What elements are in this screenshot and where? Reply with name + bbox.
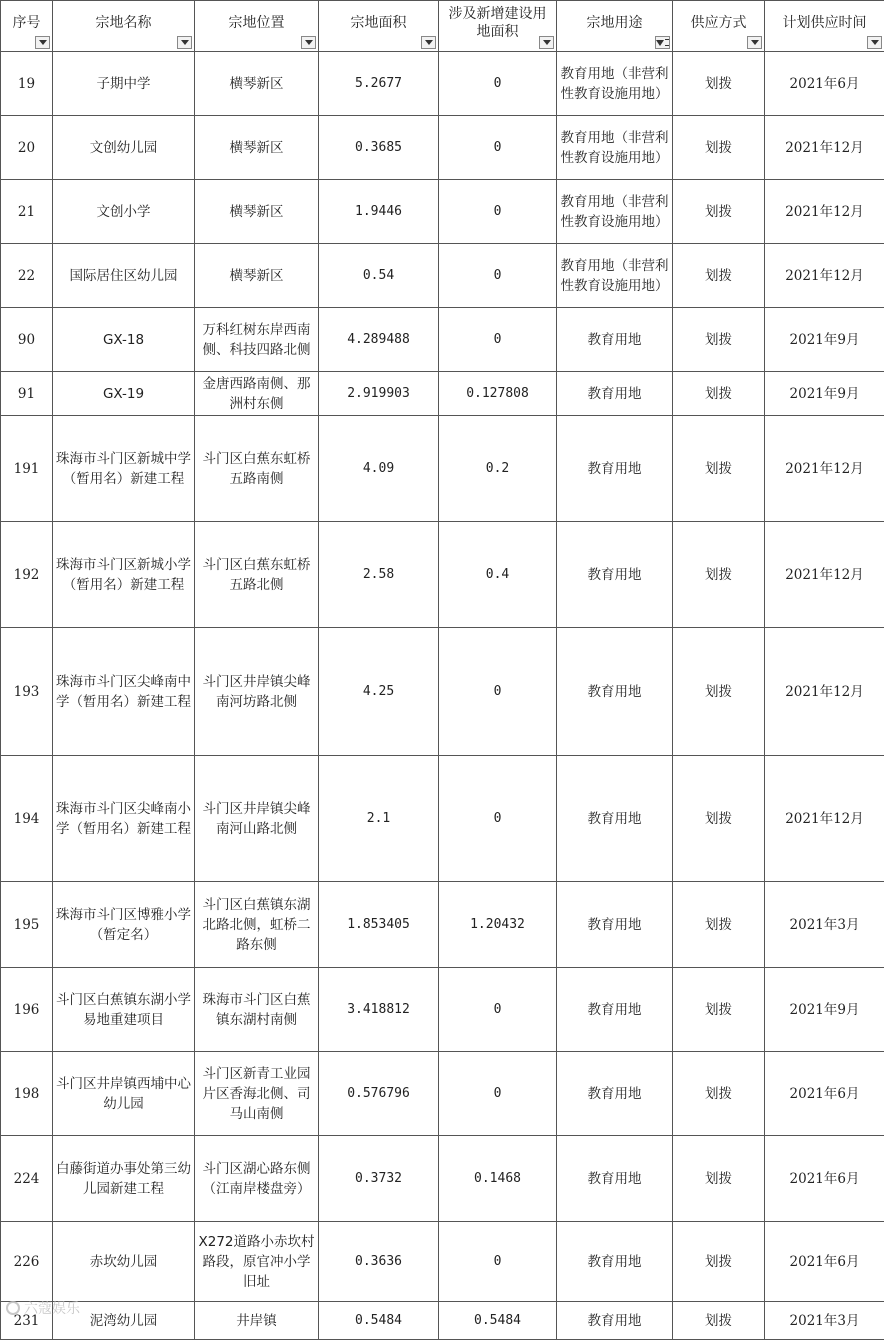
cell-method: 划拨 [673,1136,765,1222]
cell-new-area: 0 [439,180,557,244]
cell-method: 划拨 [673,416,765,522]
filter-dropdown-icon[interactable] [539,36,554,49]
header-label: 宗地名称 [96,15,152,31]
cell-use: 教育用地 [557,756,673,882]
cell-area: 3.418812 [319,968,439,1052]
cell-area: 0.3732 [319,1136,439,1222]
cell-name: 赤坎幼儿园 [53,1222,195,1302]
cell-method: 划拨 [673,628,765,756]
cell-new-area: 0 [439,756,557,882]
cell-use: 教育用地 [557,882,673,968]
cell-area: 5.2677 [319,52,439,116]
cell-time: 2021年6月 [765,1052,884,1136]
cell-time: 2021年9月 [765,968,884,1052]
cell-name: 珠海市斗门区尖峰南小学（暂用名）新建工程 [53,756,195,882]
cell-no: 21 [1,180,53,244]
table-row [1,180,884,244]
cell-no: 196 [1,968,53,1052]
cell-method: 划拨 [673,1222,765,1302]
cell-name: 珠海市斗门区新城中学（暂用名）新建工程 [53,416,195,522]
cell-no: 90 [1,308,53,372]
cell-new-area: 0.1468 [439,1136,557,1222]
cell-no: 195 [1,882,53,968]
cell-method: 划拨 [673,180,765,244]
cell-no: 192 [1,522,53,628]
cell-new-area: 0 [439,628,557,756]
cell-method: 划拨 [673,1302,765,1340]
cell-no: 198 [1,1052,53,1136]
cell-method: 划拨 [673,308,765,372]
cell-no: 193 [1,628,53,756]
cell-name: 珠海市斗门区博雅小学（暂定名） [53,882,195,968]
cell-time: 2021年6月 [765,1136,884,1222]
filter-dropdown-icon[interactable] [35,36,50,49]
cell-method: 划拨 [673,372,765,416]
cell-location: 横琴新区 [195,52,319,116]
cell-location: 斗门区白蕉东虹桥五路北侧 [195,522,319,628]
header-new-area [439,1,557,52]
cell-method: 划拨 [673,1052,765,1136]
cell-no: 19 [1,52,53,116]
cell-area: 1.853405 [319,882,439,968]
header-label: 宗地位置 [229,15,285,31]
cell-time: 2021年9月 [765,372,884,416]
table-row [1,372,884,416]
cell-new-area: 0 [439,52,557,116]
cell-area: 4.09 [319,416,439,522]
cell-new-area: 0 [439,1052,557,1136]
cell-use: 教育用地 [557,1136,673,1222]
cell-use: 教育用地 [557,968,673,1052]
cell-time: 2021年12月 [765,756,884,882]
cell-method: 划拨 [673,52,765,116]
cell-area: 2.919903 [319,372,439,416]
table-row [1,968,884,1052]
filter-dropdown-icon[interactable] [747,36,762,49]
cell-name: GX-18 [53,308,195,372]
cell-area: 4.25 [319,628,439,756]
cell-no: 224 [1,1136,53,1222]
table-row [1,1136,884,1222]
table-row [1,244,884,308]
cell-method: 划拨 [673,968,765,1052]
header-time [765,1,884,52]
cell-time: 2021年9月 [765,308,884,372]
cell-time: 2021年6月 [765,1222,884,1302]
cell-location: X272道路小赤坎村路段，原官冲小学旧址 [195,1222,319,1302]
cell-use: 教育用地（非营利性教育设施用地） [557,52,673,116]
cell-method: 划拨 [673,756,765,882]
cell-location: 斗门区井岸镇尖峰南河坊路北侧 [195,628,319,756]
cell-time: 2021年3月 [765,1302,884,1340]
cell-name: 文创幼儿园 [53,116,195,180]
cell-location: 斗门区湖心路东侧（江南岸楼盘旁） [195,1136,319,1222]
cell-method: 划拨 [673,116,765,180]
header-no [1,1,53,52]
cell-use: 教育用地 [557,372,673,416]
table-row [1,1222,884,1302]
header-label: 序号 [13,15,41,31]
cell-location: 金唐西路南侧、那洲村东侧 [195,372,319,416]
cell-no: 20 [1,116,53,180]
cell-location: 横琴新区 [195,180,319,244]
cell-name: 白藤街道办事处第三幼儿园新建工程 [53,1136,195,1222]
cell-name: 珠海市斗门区尖峰南中学（暂用名）新建工程 [53,628,195,756]
cell-location: 横琴新区 [195,244,319,308]
header-method [673,1,765,52]
cell-name: 国际居住区幼儿园 [53,244,195,308]
table-row [1,416,884,522]
cell-name: 珠海市斗门区新城小学（暂用名）新建工程 [53,522,195,628]
cell-use: 教育用地 [557,1302,673,1340]
cell-area: 0.3636 [319,1222,439,1302]
table-row [1,628,884,756]
cell-name: 文创小学 [53,180,195,244]
cell-use: 教育用地（非营利性教育设施用地） [557,180,673,244]
table-row [1,756,884,882]
table-body [1,52,884,1340]
cell-time: 2021年3月 [765,882,884,968]
cell-name: 子期中学 [53,52,195,116]
table-row [1,52,884,116]
cell-no: 194 [1,756,53,882]
cell-new-area: 1.20432 [439,882,557,968]
cell-area: 0.3685 [319,116,439,180]
cell-name: 斗门区白蕉镇东湖小学易地重建项目 [53,968,195,1052]
cell-use: 教育用地 [557,628,673,756]
cell-use: 教育用地 [557,1052,673,1136]
cell-method: 划拨 [673,244,765,308]
header-row [1,1,884,52]
header-label: 涉及新增建设用地面积 [449,6,547,40]
cell-location: 横琴新区 [195,116,319,180]
cell-time: 2021年6月 [765,52,884,116]
cell-location: 斗门区井岸镇尖峰南河山路北侧 [195,756,319,882]
cell-time: 2021年12月 [765,116,884,180]
filter-dropdown-icon[interactable] [421,36,436,49]
cell-name: 泥湾幼儿园 [53,1302,195,1340]
cell-new-area: 0 [439,116,557,180]
cell-location: 珠海市斗门区白蕉镇东湖村南侧 [195,968,319,1052]
cell-new-area: 0.5484 [439,1302,557,1340]
cell-use: 教育用地 [557,308,673,372]
cell-use: 教育用地 [557,522,673,628]
header-label: 宗地面积 [351,15,407,31]
filter-dropdown-icon[interactable] [301,36,316,49]
cell-use: 教育用地 [557,1222,673,1302]
header-location [195,1,319,52]
header-label: 计划供应时间 [783,15,867,31]
cell-time: 2021年12月 [765,628,884,756]
cell-name: GX-19 [53,372,195,416]
cell-time: 2021年12月 [765,522,884,628]
cell-new-area: 0 [439,244,557,308]
header-label: 供应方式 [691,15,747,31]
cell-no: 226 [1,1222,53,1302]
cell-area: 0.576796 [319,1052,439,1136]
cell-new-area: 0.127808 [439,372,557,416]
header-name [53,1,195,52]
cell-new-area: 0.4 [439,522,557,628]
cell-area: 0.5484 [319,1302,439,1340]
cell-method: 划拨 [673,882,765,968]
cell-time: 2021年12月 [765,244,884,308]
cell-area: 2.1 [319,756,439,882]
cell-area: 1.9446 [319,180,439,244]
cell-no: 91 [1,372,53,416]
cell-no: 231 [1,1302,53,1340]
cell-no: 191 [1,416,53,522]
table-row [1,1052,884,1136]
header-use [557,1,673,52]
cell-method: 划拨 [673,522,765,628]
cell-time: 2021年12月 [765,416,884,522]
cell-time: 2021年12月 [765,180,884,244]
cell-no: 22 [1,244,53,308]
cell-new-area: 0 [439,1222,557,1302]
cell-name: 斗门区井岸镇西埔中心幼儿园 [53,1052,195,1136]
table-row [1,1302,884,1340]
table-row [1,882,884,968]
cell-new-area: 0 [439,308,557,372]
header-label: 宗地用途 [587,15,643,31]
table-row [1,308,884,372]
table-row [1,116,884,180]
header-area [319,1,439,52]
cell-location: 斗门区新青工业园片区香海北侧、司马山南侧 [195,1052,319,1136]
cell-use: 教育用地 [557,416,673,522]
cell-location: 斗门区白蕉镇东湖北路北侧，虹桥二路东侧 [195,882,319,968]
cell-new-area: 0 [439,968,557,1052]
watermark-text: 六蔻娱乐 [24,1298,80,1318]
cell-area: 0.54 [319,244,439,308]
filter-dropdown-icon[interactable] [867,36,882,49]
filter-dropdown-icon[interactable] [177,36,192,49]
cell-location: 斗门区白蕉东虹桥五路南侧 [195,416,319,522]
cell-area: 4.289488 [319,308,439,372]
table-row [1,522,884,628]
cell-location: 井岸镇 [195,1302,319,1340]
cell-use: 教育用地（非营利性教育设施用地） [557,116,673,180]
cell-new-area: 0.2 [439,416,557,522]
cell-use: 教育用地（非营利性教育设施用地） [557,244,673,308]
cell-area: 2.58 [319,522,439,628]
filter-active-icon[interactable] [655,36,670,49]
cell-location: 万科红树东岸西南侧、科技四路北侧 [195,308,319,372]
